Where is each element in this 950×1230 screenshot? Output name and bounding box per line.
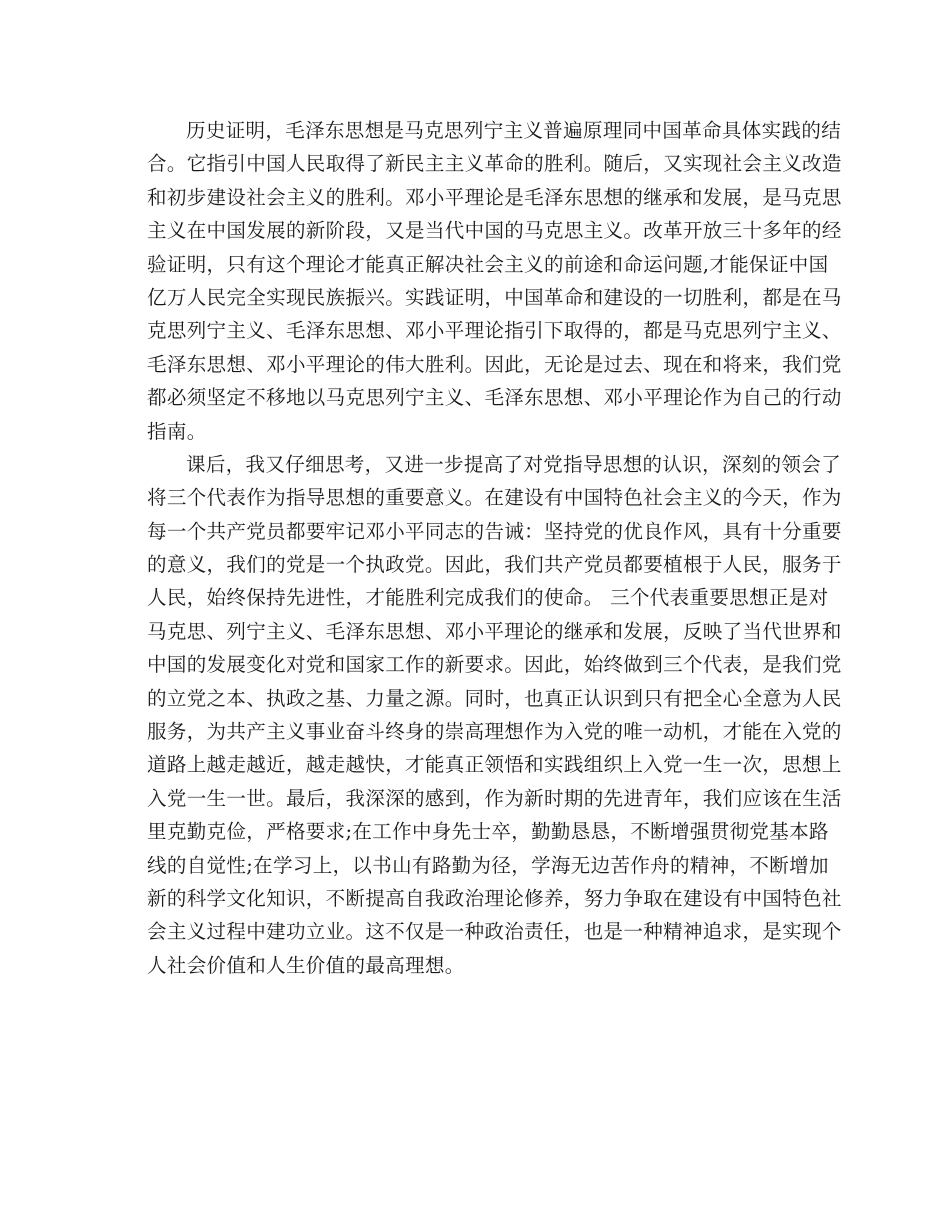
text-line: 中国的发展变化对党和国家工作的新要求。因此，始终做到三个代表，是我们党 — [147, 653, 842, 677]
text-line: 新的科学文化知识，不断提高自我政治理论修养，努力争取在建设有中国特色社 — [147, 886, 842, 910]
text-line: 人民，始终保持先进性，才能胜利完成我们的使命。 三个代表重要思想正是对 — [147, 586, 829, 610]
text-line: 人社会价值和人生价值的最高理想。 — [147, 953, 465, 977]
text-line: 会主义过程中建功立业。这不仅是一种政治责任，也是一种精神追求，是实现个 — [147, 920, 842, 944]
text-line: 毛泽东思想、邓小平理论的伟大胜利。因此，无论是过去、现在和将来，我们党 — [147, 352, 842, 376]
paragraph-1 — [147, 114, 842, 448]
text-line: 指南。 — [147, 419, 207, 443]
text-line: 每一个共产党员都要牢记邓小平同志的告诫：坚持党的优良作风，具有十分重要 — [147, 519, 842, 543]
text-line: 里克勤克俭，严格要求;在工作中身先士卒，勤勤恳恳，不断增强贯彻党基本路 — [147, 820, 829, 844]
text-line: 亿万人民完全实现民族振兴。实践证明，中国革命和建设的一切胜利，都是在马 — [147, 285, 842, 309]
text-line: 服务，为共产主义事业奋斗终身的崇高理想作为入党的唯一动机，才能在入党的 — [147, 720, 842, 744]
text-line: 入党一生一世。最后，我深深的感到，作为新时期的先进青年，我们应该在生活 — [147, 786, 842, 810]
text-line: 合。它指引中国人民取得了新民主主义革命的胜利。随后，又实现社会主义改造 — [147, 152, 842, 176]
text-line: 道路上越走越近，越走越快，才能真正领悟和实践组织上入党一生一次，思想上 — [147, 753, 842, 777]
text-line: 马克思、列宁主义、毛泽东思想、邓小平理论的继承和发展，反映了当代世界和 — [147, 619, 842, 643]
text-line: 课后，我又仔细思考，又进一步提高了对党指导思想的认识，深刻的领会了 — [186, 452, 842, 476]
text-line: 将三个代表作为指导思想的重要意义。在建设有中国特色社会主义的今天，作为 — [147, 486, 842, 510]
text-line: 和初步建设社会主义的胜利。邓小平理论是毛泽东思想的继承和发展，是马克思 — [147, 185, 842, 209]
text-line: 主义在中国发展的新阶段，又是当代中国的马克思主义。改革开放三十多年的经 — [147, 219, 842, 243]
text-line: 的立党之本、执政之基、力量之源。同时，也真正认识到只有把全心全意为人民 — [147, 686, 842, 710]
text-line: 历史证明，毛泽东思想是马克思列宁主义普遍原理同中国革命具体实践的结 — [186, 119, 842, 142]
paragraph-2 — [147, 448, 842, 982]
text-line: 线的自觉性;在学习上，以书山有路勤为径，学海无边苦作舟的精神，不断增加 — [147, 853, 829, 877]
text-line: 的意义，我们的党是一个执政党。因此，我们共产党员都要植根于人民，服务于 — [147, 553, 842, 577]
document-body — [147, 114, 842, 982]
text-line: 验证明，只有这个理论才能真正解决社会主义的前途和命运问题,才能保证中国 — [147, 252, 829, 276]
text-line: 克思列宁主义、毛泽东思想、邓小平理论指引下取得的，都是马克思列宁主义、 — [147, 319, 842, 343]
text-line: 都必须坚定不移地以马克思列宁主义、毛泽东思想、邓小平理论作为自己的行动 — [147, 386, 842, 410]
